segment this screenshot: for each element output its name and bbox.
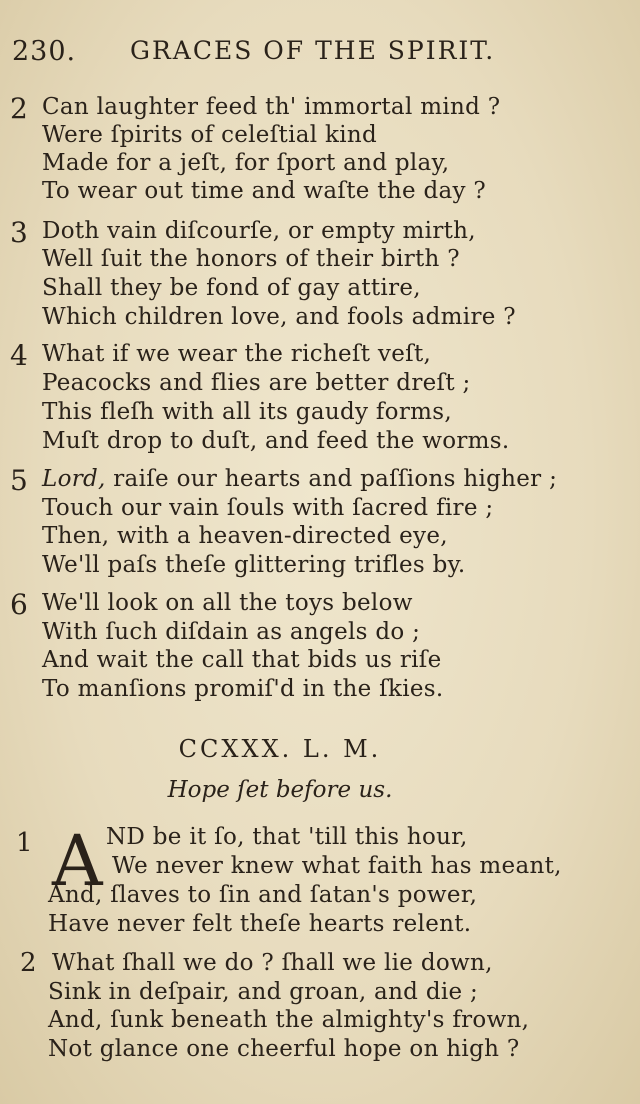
verse-line: What ſhall we do ? ſhall we lie down, [52,950,493,976]
verse-line: We'll look on all the toys below [42,590,413,616]
verse-number: 2 [20,948,37,978]
verse-number: 2 [10,92,28,125]
italic-word: Lord, [42,466,106,492]
verse-number: 6 [10,588,28,621]
verse-line: Shall they be fond of gay attire, [42,275,421,301]
verse-line: And, ſlaves to ſin and ſatan's power, [48,882,478,908]
verse-line-rest: raiſe our hearts and paſſions higher ; [105,466,558,492]
verse-number: 3 [10,216,28,249]
verse-line: Then, with a heaven-directed eye, [42,523,448,549]
verse-line: We never knew what faith has meant, [112,853,562,879]
verse-line [42,466,557,492]
page-number: 230. [12,36,77,67]
verse-line: Made for a jeſt, for ſport and play, [42,150,450,176]
verse-line: Peacocks and flies are better dreſt ; [42,370,471,396]
verse-line: Muſt drop to duſt, and feed the worms. [42,428,510,454]
verse-line: ND be it ſo, that 'till this hour, [106,824,468,850]
verse-line: We'll paſs theſe glittering trifles by. [42,552,466,578]
verse-line: Well ſuit the honors of their birth ? [42,246,460,272]
verse-line: And, ſunk beneath the almighty's frown, [48,1007,530,1033]
verse-line: What if we wear the richeſt veſt, [42,341,432,367]
verse-number: 4 [10,339,28,372]
verse-line: Doth vain diſcourſe, or empty mirth, [42,218,476,244]
verse-line: Were ſpirits of celeſtial kind [42,122,378,148]
verse-line: Have never felt theſe hearts relent. [48,911,472,937]
verse-line: This fleſh with all its gaudy forms, [42,399,452,425]
verse-line: Which children love, and fools admire ? [42,304,516,330]
drop-cap: A [52,820,103,902]
running-title: GRACES OF THE SPIRIT. [130,36,496,65]
hymn-subtitle: Hope ſet before us. [167,777,393,803]
verse-line: Can laughter feed th' immortal mind ? [42,94,501,120]
verse-number: 5 [10,464,28,497]
verse-line: To manſions promiſ'd in the ſkies. [42,676,444,702]
verse-line: And wait the call that bids us riſe [42,647,442,673]
verse-line: Sink in deſpair, and groan, and die ; [48,979,479,1005]
verse-line: Not glance one cheerful hope on high ? [48,1036,520,1062]
verse-line: With ſuch diſdain as angels do ; [42,619,421,645]
verse-line: Touch our vain ſouls with ſacred fire ; [42,495,494,521]
verse-line: To wear out time and waſte the day ? [42,178,487,204]
page-header [12,34,620,74]
verse-number: 1 [16,828,33,858]
hymn-title: CCXXX. L. M. [178,735,382,763]
